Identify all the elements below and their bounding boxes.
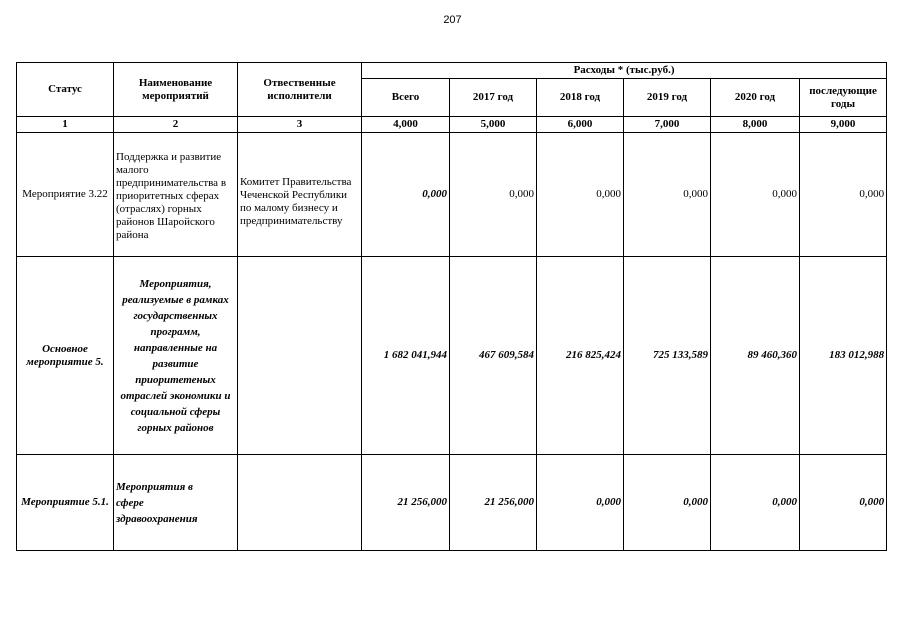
header-following-label: последующие годы bbox=[809, 84, 877, 110]
row-executor bbox=[238, 455, 362, 551]
row-value-following: 183 012,988 bbox=[800, 257, 887, 455]
row-value-total: 1 682 041,944 bbox=[362, 257, 450, 455]
page-number: 207 bbox=[443, 14, 462, 26]
col-number: 6,000 bbox=[537, 117, 624, 133]
row-name: Мероприятия в сфере здравоохранения bbox=[114, 455, 238, 551]
col-number: 9,000 bbox=[800, 117, 887, 133]
header-2020: 2020 год bbox=[711, 79, 800, 117]
row-status: Основное мероприятие 5. bbox=[17, 257, 114, 455]
row-value-2019: 0,000 bbox=[624, 133, 711, 257]
header-following bbox=[800, 79, 887, 117]
row-status: Мероприятие 3.22 bbox=[17, 133, 114, 257]
header-name: Наименование мероприятий bbox=[114, 63, 238, 117]
header-total: Всего bbox=[362, 79, 450, 117]
header-executors: Отвественные исполнители bbox=[238, 63, 362, 117]
table-row bbox=[17, 133, 887, 257]
row-value-2017: 21 256,000 bbox=[450, 455, 537, 551]
row-executor bbox=[238, 257, 362, 455]
table-row bbox=[17, 257, 887, 455]
row-value-2020: 89 460,360 bbox=[711, 257, 800, 455]
col-number: 4,000 bbox=[362, 117, 450, 133]
header-2017: 2017 год bbox=[450, 79, 537, 117]
row-value-total: 0,000 bbox=[362, 133, 450, 257]
row-value-following: 0,000 bbox=[800, 455, 887, 551]
col-number: 1 bbox=[17, 117, 114, 133]
row-name: Мероприятия, реализуемые в рамках государственных программ, направленные на развитие приоритетеных отраслей экономики и социальной сферы горных районов bbox=[114, 257, 238, 455]
header-expenses: Расходы * (тыс.руб.) bbox=[362, 63, 887, 79]
row-name: Поддержка и развитие малого предпринимательства в приоритетных сферах (отраслях) горных районов Шаройского района bbox=[114, 133, 238, 257]
row-value-2017: 0,000 bbox=[450, 133, 537, 257]
row-value-2020: 0,000 bbox=[711, 455, 800, 551]
row-value-total: 21 256,000 bbox=[362, 455, 450, 551]
header-2019: 2019 год bbox=[624, 79, 711, 117]
row-value-2018: 0,000 bbox=[537, 133, 624, 257]
row-value-2019: 0,000 bbox=[624, 455, 711, 551]
row-value-following: 0,000 bbox=[800, 133, 887, 257]
row-value-2018: 216 825,424 bbox=[537, 257, 624, 455]
row-value-2017: 467 609,584 bbox=[450, 257, 537, 455]
col-number: 7,000 bbox=[624, 117, 711, 133]
row-value-2018: 0,000 bbox=[537, 455, 624, 551]
row-executor: Комитет Правительства Чеченской Республики по малому бизнесу и предпринимательству bbox=[238, 133, 362, 257]
header-status: Статус bbox=[17, 63, 114, 117]
col-number: 8,000 bbox=[711, 117, 800, 133]
header-2018: 2018 год bbox=[537, 79, 624, 117]
col-number: 3 bbox=[238, 117, 362, 133]
row-value-2019: 725 133,589 bbox=[624, 257, 711, 455]
table-row bbox=[17, 455, 887, 551]
row-value-2020: 0,000 bbox=[711, 133, 800, 257]
row-status: Мероприятие 5.1. bbox=[17, 455, 114, 551]
expenses-table bbox=[16, 62, 887, 551]
col-number: 5,000 bbox=[450, 117, 537, 133]
col-number: 2 bbox=[114, 117, 238, 133]
